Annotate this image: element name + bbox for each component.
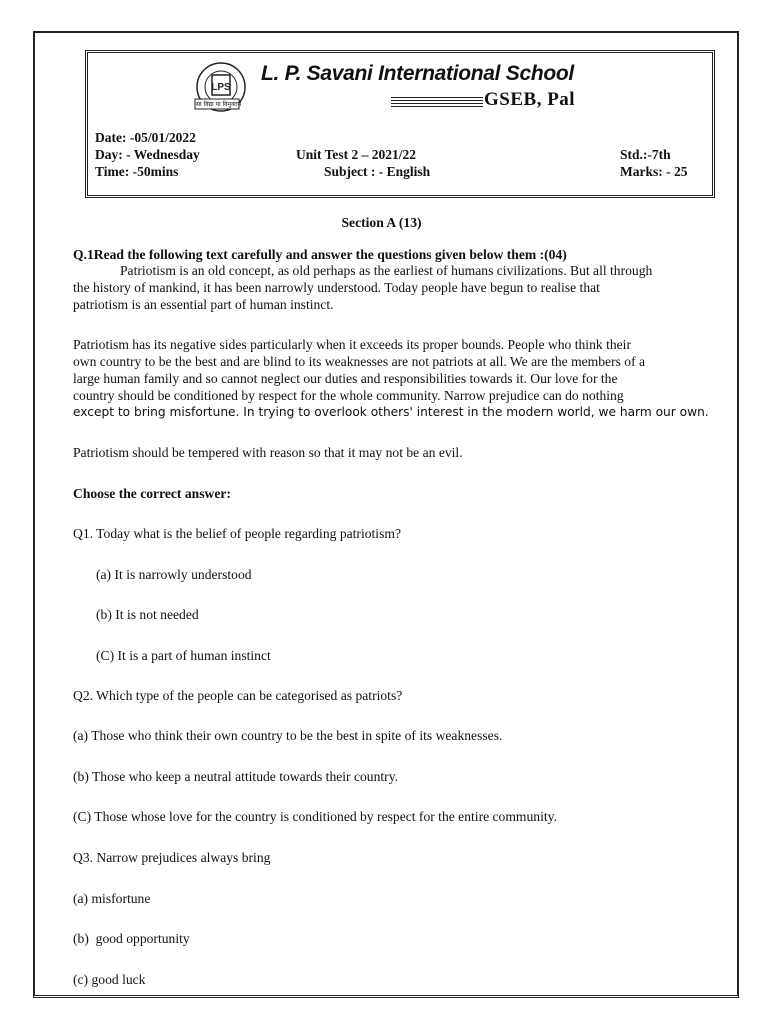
- exam-time: Time: -50mins: [95, 164, 179, 179]
- question-2: Q2. Which type of the people can be categorised as patriots?: [73, 688, 403, 703]
- q2-option-c: (C) Those whose love for the country is conditioned by respect for the entire community.: [73, 809, 557, 824]
- passage-line: the history of mankind, it has been narrowly understood. Today people have begun to realise that: [73, 280, 600, 295]
- header-box: [85, 50, 715, 198]
- passage-line: patriotism is an essential part of human instinct.: [73, 297, 334, 312]
- question-3: Q3. Narrow prejudices always bring: [73, 850, 271, 865]
- passage-line: own country to be the best and are blind to its weaknesses are not patriots at all. We are the members of a: [73, 354, 646, 369]
- q3-option-c: (c) good luck: [73, 972, 146, 987]
- passage-line: large human family and so cannot neglect our duties and responsibilities towards it. Our love for the: [73, 371, 618, 386]
- q1-option-a: (a) It is narrowly understood: [96, 567, 252, 582]
- svg-text:LPS: LPS: [211, 82, 231, 93]
- question-1: Q1. Today what is the belief of people regarding patriotism?: [73, 526, 401, 541]
- total-marks: Marks: - 25: [620, 164, 688, 179]
- q1-heading: Q.1Read the following text carefully and answer the questions given below them :(04): [73, 247, 567, 262]
- passage-line: except to bring misfortune. In trying to overlook others' interest in the modern world, we harm our own.: [73, 405, 709, 419]
- passage-line: country should be conditioned by respect for the whole community. Narrow prejudice can do nothing: [73, 388, 624, 403]
- exam-date: Date: -05/01/2022: [95, 130, 196, 145]
- choose-heading: Choose the correct answer:: [73, 486, 231, 501]
- school-name: L. P. Savani International School: [261, 62, 574, 85]
- passage-line: Patriotism has its negative sides particularly when it exceeds its proper bounds. People who think their: [73, 337, 631, 352]
- passage-line: Patriotism should be tempered with reason so that it may not be an evil.: [73, 445, 463, 460]
- q1-option-c: (C) It is a part of human instinct: [96, 648, 271, 663]
- exam-day: Day: - Wednesday: [95, 147, 200, 162]
- subject: Subject : - English: [324, 164, 431, 179]
- q3-option-b: (b) good opportunity: [73, 931, 190, 946]
- q1-option-b: (b) It is not needed: [96, 607, 199, 622]
- board-name: GSEB, Pal: [484, 89, 576, 110]
- passage-line: Patriotism is an old concept, as old perhaps as the earliest of humans civilizations. But all through: [120, 263, 653, 278]
- decorative-lines: [391, 97, 483, 109]
- logo-tagline: सा विद्या या विमुक्तये: [196, 101, 242, 108]
- section-title: Section A (13): [341, 215, 422, 230]
- standard: Std.:-7th: [620, 147, 671, 162]
- q3-option-a: (a) misfortune: [73, 891, 151, 906]
- q2-option-b: (b) Those who keep a neutral attitude towards their country.: [73, 769, 399, 784]
- q2-option-a: (a) Those who think their own country to be the best in spite of its weaknesses.: [73, 728, 503, 743]
- test-name: Unit Test 2 – 2021/22: [296, 147, 417, 162]
